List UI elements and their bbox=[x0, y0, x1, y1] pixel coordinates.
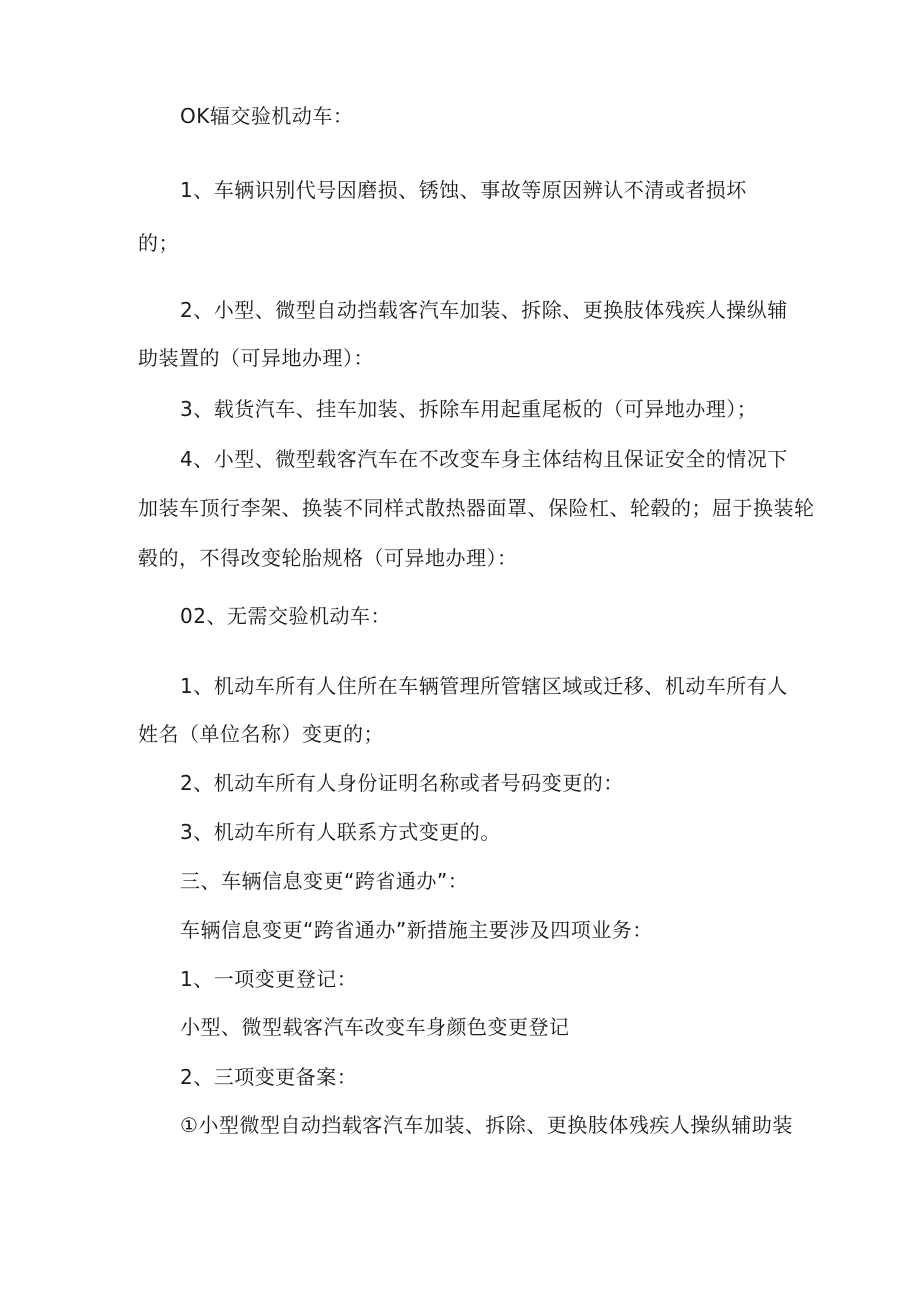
paragraph-line: 车辆信息变更“跨省通办”新措施主要涉及四项业务： bbox=[180, 918, 653, 942]
paragraph-line: 2、三项变更备案： bbox=[180, 1065, 358, 1089]
paragraph-line: 3、机动车所有人联系方式变更的。 bbox=[180, 820, 501, 844]
paragraph-line: 1、车辆识别代号因磨损、锈蚀、事故等原因辨认不清或者损坏 bbox=[180, 178, 747, 202]
section-heading: 三、车辆信息变更“跨省通办”： bbox=[180, 869, 469, 893]
paragraph-line: 2、机动车所有人身份证明名称或者号码变更的： bbox=[180, 771, 624, 795]
paragraph-line: 3、载货汽车、挂车加装、拆除车用起重尾板的（可异地办理）； bbox=[180, 397, 758, 421]
paragraph-line: 毂的，不得改变轮胎规格（可异地办理）： bbox=[138, 546, 518, 570]
paragraph-line: 小型、微型载客汽车改变车身颜色变更登记 bbox=[180, 1015, 570, 1039]
paragraph-line: 姓名（单位名称）变更的； bbox=[138, 722, 384, 746]
paragraph-line: 加装车顶行李架、换装不同样式散热器面罩、保险杠、轮毂的；屈于换装轮 bbox=[138, 496, 815, 520]
section-heading: 02、无需交验机动车： bbox=[180, 604, 391, 628]
paragraph-line: 的； bbox=[138, 231, 179, 255]
section-heading: OK辐交验机动车： bbox=[180, 104, 354, 128]
paragraph-line: 1、机动车所有人住所在车辆管理所管辖区域或迁移、机动车所有人 bbox=[180, 674, 788, 698]
paragraph-line: 助装置的（可异地办理）： bbox=[138, 346, 374, 370]
paragraph-line: ①小型微型自动挡载客汽车加装、拆除、更换肢体残疾人操纵辅助装 bbox=[180, 1113, 793, 1137]
paragraph-line: 2、小型、微型自动挡载客汽车加装、拆除、更换肢体残疾人操纵辅 bbox=[180, 298, 788, 322]
paragraph-line: 4、小型、微型载客汽车在不改变车身主体结构且保证安全的情况下 bbox=[180, 447, 788, 471]
paragraph-line: 1、一项变更登记： bbox=[180, 967, 358, 991]
